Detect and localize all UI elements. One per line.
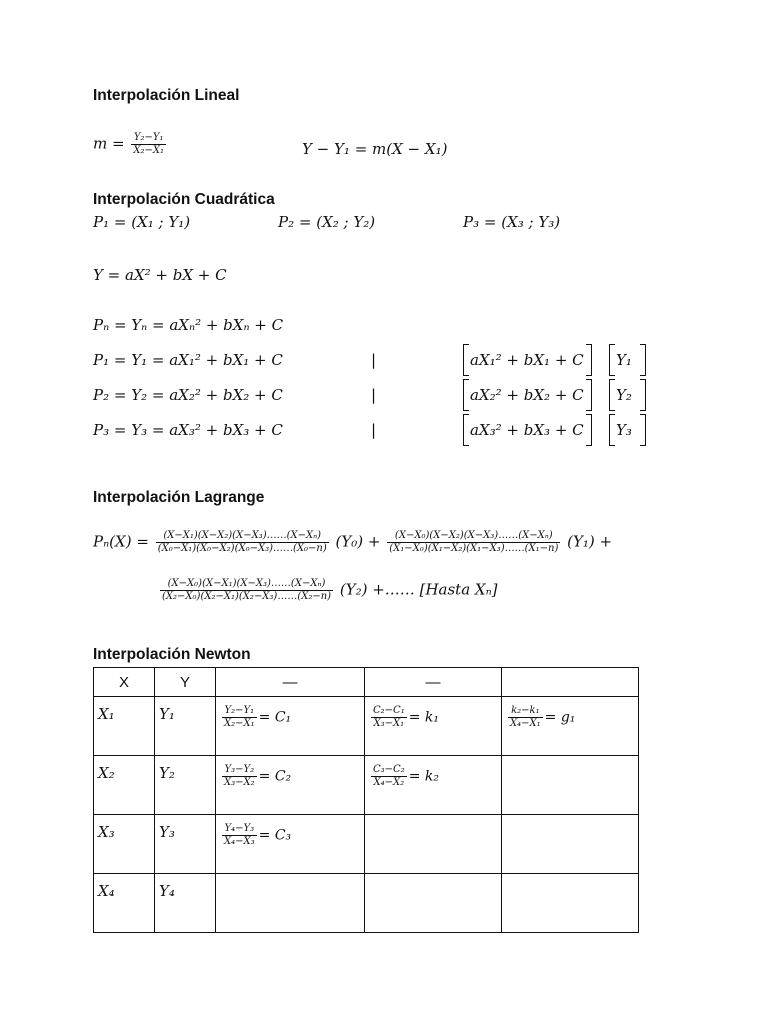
left-bracket — [463, 379, 469, 411]
table-row — [94, 756, 639, 815]
cell-x: X₂ — [98, 764, 115, 782]
left-bracket — [609, 344, 615, 376]
cell-diff: $\frac{\text{C₂−C₁}}{\text{X₃−X₁}}$ = k₁ — [373, 705, 439, 729]
table-row — [94, 815, 639, 874]
cell-diff: $\frac{\text{Y₂−Y₁}}{\text{X₂−X₁}}$ = C₁ — [224, 705, 292, 729]
heading-linear: Interpolación Lineal — [93, 87, 240, 104]
right-bracket — [640, 344, 646, 376]
newton-table — [93, 667, 639, 933]
point-p1: P₁ = (X₁ ; Y₁) — [93, 213, 191, 231]
quadratic-eq-row: P₃ = Y₃ = aX₃² + bX₃ + C — [93, 421, 283, 439]
rhs-value: Y₁ — [616, 351, 632, 369]
separator: | — [371, 351, 377, 369]
empty-cell — [365, 874, 502, 933]
separator: | — [371, 386, 377, 404]
table-row — [94, 874, 639, 933]
matrix-row: aX₂² + bX₂ + C — [470, 386, 584, 404]
heading-quadratic: Interpolación Cuadrática — [93, 191, 275, 208]
lagrange-line-2: $\frac{\text{(X−X₀)(X−X₁)(X−X₃)……(X−Xₙ)}}{\text{(X₂−X₀)(X₂−X₁)(X₂−X₃)……(X₂−n)}}$ (Y₂) +…… [Hasta Xₙ] — [162, 578, 498, 602]
empty-cell — [502, 756, 639, 815]
cell-diff: $\frac{\text{Y₄−Y₃}}{\text{X₄−X₃}}$ = C₃ — [224, 823, 292, 847]
quadratic-eq-row: P₁ = Y₁ = aX₁² + bX₁ + C — [93, 351, 283, 369]
header-x: X — [94, 668, 155, 697]
cell-diff: $\frac{\text{k₂−k₁}}{\text{X₄−X₁}}$ = g₁ — [510, 705, 576, 729]
heading-newton: Interpolación Newton — [93, 646, 251, 663]
quadratic-eq-row: P₂ = Y₂ = aX₂² + bX₂ + C — [93, 386, 283, 404]
matrix-row: aX₁² + bX₁ + C — [470, 351, 584, 369]
cell-y: Y₄ — [159, 882, 175, 900]
slope-formula: m = $\frac{\text{Y₂−Y₁}}{\text{X₂−X₁}}$ — [93, 132, 164, 156]
right-bracket — [586, 379, 592, 411]
empty-cell — [502, 815, 639, 874]
point-p3: P₃ = (X₃ ; Y₃) — [463, 213, 561, 231]
quadratic-pn: Pₙ = Yₙ = aXₙ² + bXₙ + C — [93, 316, 284, 334]
header-y: Y — [155, 668, 216, 697]
cell-y: Y₁ — [159, 705, 175, 723]
cell-y: Y₃ — [159, 823, 175, 841]
empty-cell — [216, 874, 365, 933]
rhs-value: Y₂ — [616, 386, 632, 404]
table-header-row — [94, 668, 639, 697]
separator: | — [371, 421, 377, 439]
left-bracket — [609, 379, 615, 411]
right-bracket — [640, 414, 646, 446]
matrix-row: aX₃² + bX₃ + C — [470, 421, 584, 439]
cell-x: X₁ — [98, 705, 115, 723]
lagrange-line-1: Pₙ(X) = $\frac{\text{(X−X₁)(X−X₂)(X−X₃)……(X−Xₙ)}}{\text{(X₀−X₁)(X₀−X₂)(X₀−X₃)……(X₀−n)}}$ (Y₀) + $\frac{\text{(X−X₀)(X−X₂)(X−X₃)……(X−Xₙ)}}{\text{(X₁−X₀)(X₁−X₂)(X₁−X₃)……(X₁−n)}}$ (Y₁) + — [93, 530, 613, 554]
point-p2: P₂ = (X₂ ; Y₂) — [278, 213, 376, 231]
heading-lagrange: Interpolación Lagrange — [93, 489, 265, 506]
cell-x: X₄ — [98, 882, 115, 900]
empty-cell — [365, 815, 502, 874]
cell-diff: $\frac{\text{Y₃−Y₂}}{\text{X₃−X₂}}$ = C₂ — [224, 764, 292, 788]
header-diff-2: — — [365, 668, 502, 697]
point-slope-formula: Y − Y₁ = m(X − X₁) — [302, 140, 448, 158]
quadratic-general: Y = aX² + bX + C — [93, 266, 227, 284]
right-bracket — [586, 344, 592, 376]
header-diff-1: — — [216, 668, 365, 697]
rhs-value: Y₃ — [616, 421, 632, 439]
left-bracket — [609, 414, 615, 446]
right-bracket — [640, 379, 646, 411]
cell-diff: $\frac{\text{C₃−C₂}}{\text{X₄−X₂}}$ = k₂ — [373, 764, 439, 788]
right-bracket — [586, 414, 592, 446]
cell-y: Y₂ — [159, 764, 175, 782]
left-bracket — [463, 344, 469, 376]
table-row — [94, 697, 639, 756]
empty-cell — [502, 874, 639, 933]
left-bracket — [463, 414, 469, 446]
cell-x: X₃ — [98, 823, 115, 841]
header-diff-3 — [502, 668, 639, 697]
